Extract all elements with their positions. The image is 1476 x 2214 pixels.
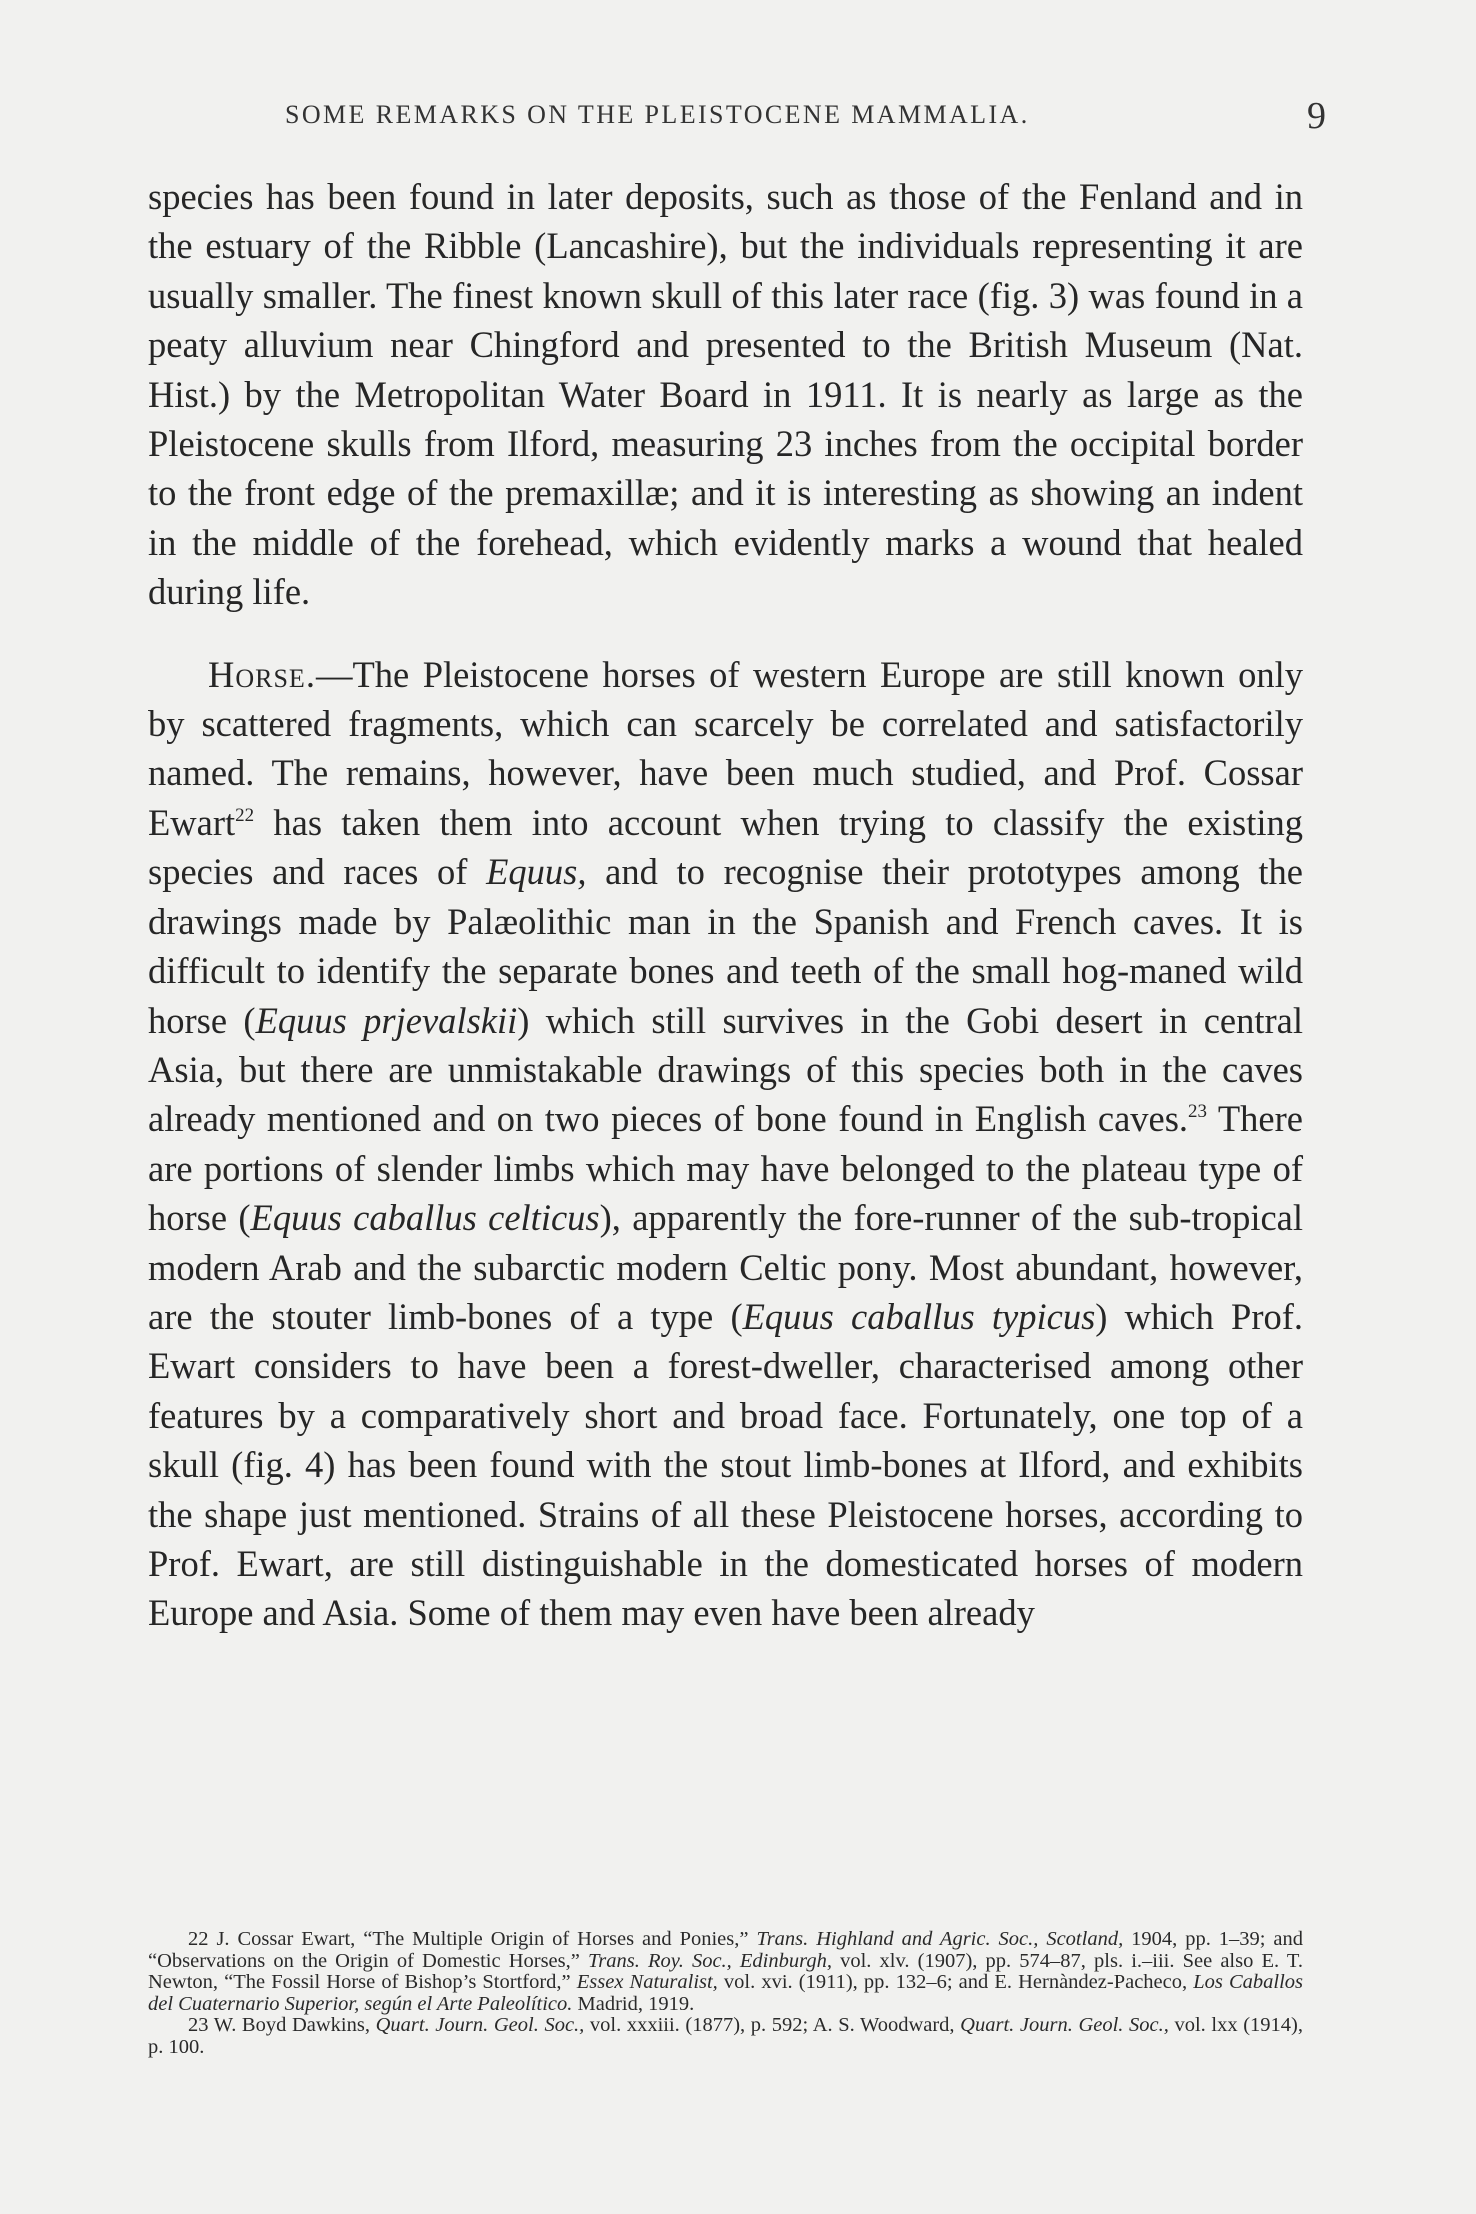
footnote-ref-22[interactable]: 22 bbox=[235, 804, 255, 826]
footnote-ref-23[interactable]: 23 bbox=[1188, 1101, 1208, 1123]
book-title: Los Caballos del Cuaternario Superior, según el Arte Paleolítico. bbox=[148, 1971, 1303, 2015]
journal-title: Trans. Roy. Soc., Edinburgh, bbox=[587, 1949, 832, 1972]
running-head bbox=[150, 95, 1326, 140]
footnotes bbox=[148, 1929, 1303, 2058]
journal-title: Essex Naturalist, bbox=[576, 1971, 718, 1993]
taxon-name: Equus caballus celticus bbox=[250, 1197, 600, 1239]
footnote-text: vol. xvi. (1911), pp. 132–6; and E. Hernàndez-Pacheco, bbox=[717, 1971, 1194, 1993]
footnote-text: 1904, pp. 1–39; and “Observations on the Origin of Domestic Horses,” bbox=[148, 1928, 1304, 1972]
footnote-text: vol. xxxiii. (1877), p. 592; A. S. Woodward, bbox=[584, 2014, 961, 2036]
body-text bbox=[148, 172, 1303, 1638]
text-span: has taken them into account when trying to classify the existing species and races of bbox=[148, 801, 1303, 893]
footnote-text: vol. xlv. (1907), pp. 574–87, pls. i.–iii. See also E. T. Newton, “The Fossil Horse of Bishop’s Stortford,” bbox=[148, 1949, 1303, 1993]
journal-title: Quart. Journ. Geol. Soc., bbox=[375, 2014, 585, 2036]
text-span: ), apparently the fore-runner of the sub-tropical modern Arab and the subarctic modern Celtic pony. Most abundant, however, are the stouter limb-bones of a type ( bbox=[148, 1197, 1304, 1337]
footnote-text: J. Cossar Ewart, “The Multiple Origin of Horses and Ponies,” bbox=[208, 1928, 757, 1950]
text-span: ) which Prof. Ewart considers to have been a forest-dweller, characterised among other features by a comparatively short and broad face. Fortunately, one top of a skull (fig. 4) has been found with the stout limb-bones at Ilford, and exhibits the shape just mentioned. Strains of all these Pleistocene horses, according to Prof. Ewart, are still distinguishable in the domesticated horses of modern Europe and Asia. Some of them may even have been already bbox=[148, 1295, 1303, 1634]
footnote-number: 23 bbox=[188, 2014, 209, 2036]
text-span: ) which still survives in the Gobi desert in central Asia, but there are unmistakable drawings of this species both in the caves already mentioned and on two pieces of bone found in English caves. bbox=[148, 999, 1304, 1140]
footnote-22 bbox=[148, 1929, 1303, 2015]
footnote-text: Madrid, 1919. bbox=[572, 1992, 695, 2015]
taxon-name: Equus caballus typicus bbox=[742, 1295, 1096, 1337]
journal-title: Trans. Highland and Agric. Soc., Scotland, bbox=[756, 1928, 1124, 1950]
footnote-text: vol. lxx (1914), p. 100. bbox=[148, 2014, 1303, 2058]
paragraph-horse bbox=[148, 650, 1303, 1638]
taxon-name: Equus prjevalskii bbox=[255, 999, 518, 1041]
page-number: 9 bbox=[1307, 95, 1326, 137]
paragraph-bison-continued: species has been found in later deposits, such as those of the Fenland and in the estuary of the Ribble (Lancashire), but the individuals representing it are usually smaller. The finest known skull of this later race (fig. 3) was found in a peaty alluvium near Chingford and presented to the British Museum (Nat. Hist.) by the Metropolitan Water Board in 1911. It is nearly as large as the Pleistocene skulls from Ilford, measuring 23 inches from the occipital border to the front edge of the premaxillæ; and it is interesting as showing an indent in the middle of the forehead, which evidently marks a wound that healed during life. bbox=[148, 176, 1303, 613]
text-span: and to recognise their prototypes among the drawings made by Palæolithic man in the Spanish and French caves. It is difficult to identify the separate bones and teeth of the small hog-maned wild horse ( bbox=[148, 851, 1303, 1041]
footnote-23 bbox=[148, 2015, 1303, 2058]
journal-title: Quart. Journ. Geol. Soc., bbox=[960, 2014, 1169, 2036]
text-span: —The Pleistocene horses of western Europe are still known only by scattered fragments, which can scarcely be correlated and satisfactorily named. The remains, however, have been much studied, and Prof. Cossar Ewart bbox=[148, 653, 1303, 843]
footnote-text: W. Boyd Dawkins, bbox=[208, 2014, 376, 2036]
footnote-number: 22 bbox=[188, 1928, 209, 1950]
section-heading-horse: Horse. bbox=[208, 653, 316, 695]
taxon-name: Equus, bbox=[486, 851, 587, 893]
text-span: There are portions of slender limbs which may have belonged to the plateau type of horse ( bbox=[148, 1098, 1303, 1239]
running-title: SOME REMARKS ON THE PLEISTOCENE MAMMALIA. bbox=[285, 100, 1030, 129]
